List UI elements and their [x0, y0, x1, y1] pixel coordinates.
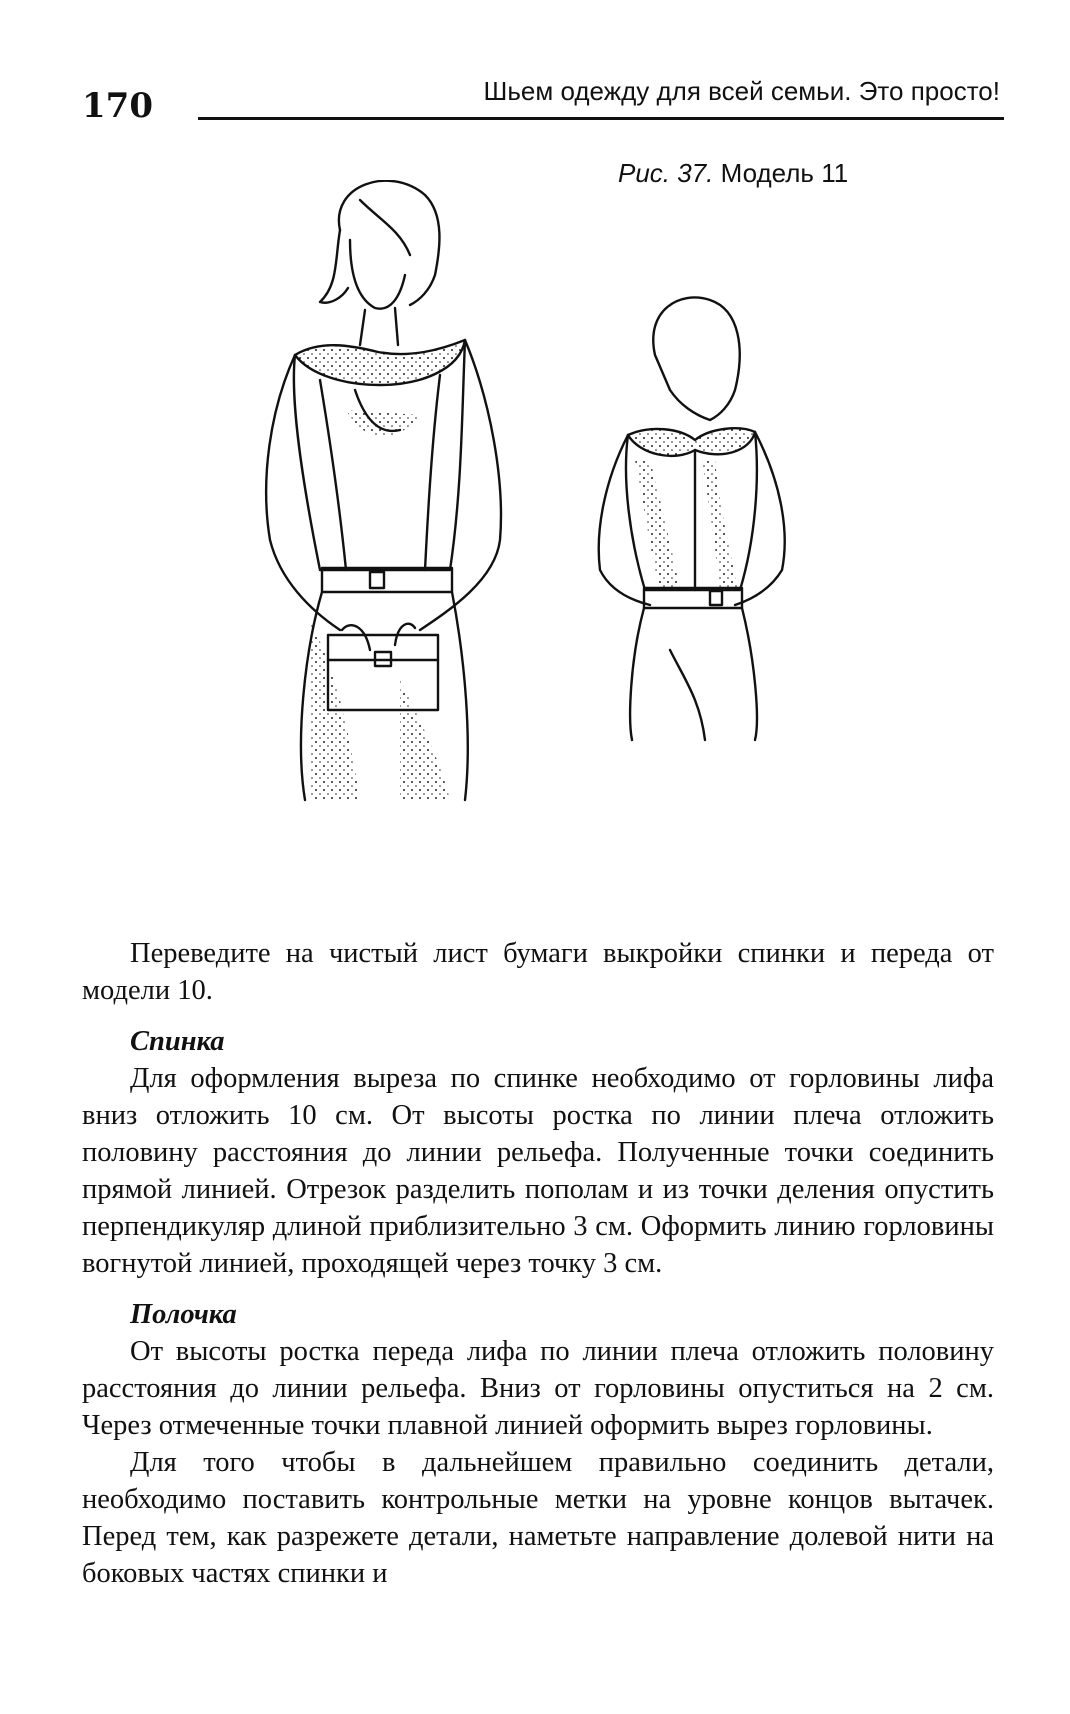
back-figure [599, 297, 785, 740]
page-header [0, 0, 1070, 140]
front-figure [266, 181, 501, 800]
section-text-front: От высоты ростка переда лифа по линии плеча отложить половину расстояния до линии рельефа. Вниз от горловины опуститься на 2 см. Через отмеченные точки плавной линией оформить вырез горловины. [82, 1336, 994, 1441]
body-text [82, 935, 994, 1592]
section-text-back: Для оформления выреза по спинке необходимо от горловины лифа вниз отложить 10 см. От высоты ростка по линии плеча отложить половину расстояния до линии рельефа. Полученные точки соединить прямой линией. Отрезок разделить пополам и из точки деления опустить перпендикуляр длиной приблизительно 3 см. Оформить линию горловины вогнутой линией, проходящей через точку 3 см. [82, 1063, 994, 1279]
figure-label: Рис. 37. [618, 158, 714, 188]
closing-paragraph: Для того чтобы в дальнейшем правильно соединить детали, необходимо поставить контрольные метки на уровне концов вытачек. Перед тем, как разрежете детали, наметьте направление долевой нити на боковых частях спинки и [82, 1447, 994, 1589]
page-number: 170 [82, 86, 153, 126]
header-rule [198, 117, 1004, 120]
running-title: Шьем одежду для всей семьи. Это просто! [483, 76, 1000, 106]
section-heading-front: Полочка [130, 1299, 237, 1330]
fashion-illustration [250, 180, 860, 890]
intro-paragraph: Переведите на чистый лист бумаги выкройки спинки и переда от модели 10. [82, 938, 994, 1006]
figure-title: Модель 11 [720, 158, 849, 188]
section-heading-back: Спинка [130, 1026, 225, 1057]
